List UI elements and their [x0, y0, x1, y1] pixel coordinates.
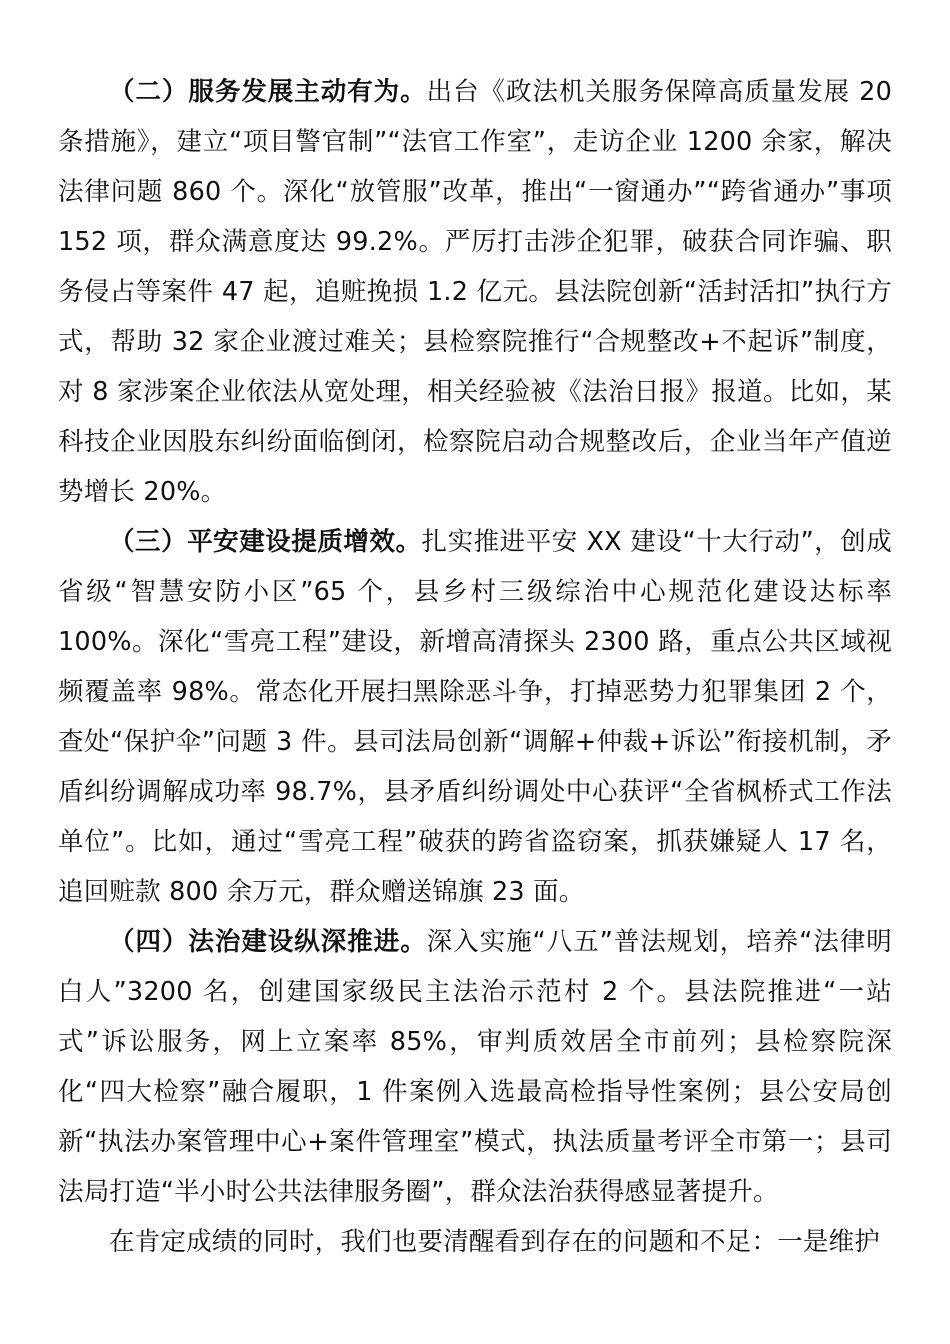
section-body-problems: 在肯定成绩的同时，我们也要清醒看到存在的问题和不足：一是维护	[109, 1227, 881, 1257]
section-heading-2: （二）服务发展主动有为。	[109, 77, 427, 107]
paragraph-rule-of-law	[58, 917, 892, 1217]
section-body-2: 出台《政法机关服务保障高质量发展 20 条措施》，建立“项目警官制”“法官工作室”，走访企业 1200 余家，解决法律问题 860 个。深化“放管服”改革，推出“一窗通办”“跨省通办”事项 152 项，群众满意度达 99.2%。严厉打击涉企犯罪，破获合同诈骗、职务侵占等案件 47 起，追赃挽损 1.2 亿元。县法院创新“活封活扣”执行方式，帮助 32 家企业渡过难关；县检察院推行“合规整改+不起诉”制度，对 8 家涉案企业依法从宽处理，相关经验被《法治日报》报道。比如，某科技企业因股东纠纷面临倒闭，检察院启动合规整改后，企业当年产值逆势增长 20%。	[58, 77, 892, 507]
paragraph-safety-construction	[58, 517, 892, 917]
paragraph-problems	[58, 1217, 892, 1267]
paragraph-service-development	[58, 67, 892, 517]
section-body-4: 深入实施“八五”普法规划，培养“法律明白人”3200 名，创建国家级民主法治示范村 2 个。县法院推进“一站式”诉讼服务，网上立案率 85%，审判质效居全市前列；县检察院深化“四大检察”融合履职，1 件案例入选最高检指导性案例；县公安局创新“执法办案管理中心+案件管理室”模式，执法质量考评全市第一；县司法局打造“半小时公共法律服务圈”，群众法治获得感显著提升。	[58, 927, 892, 1207]
section-body-3: 扎实推进平安 XX 建设“十大行动”，创成省级“智慧安防小区”65 个，县乡村三级综治中心规范化建设达标率 100%。深化“雪亮工程”建设，新增高清探头 2300 路，重点公共区域视频覆盖率 98%。常态化开展扫黑除恶斗争，打掉恶势力犯罪集团 2 个，查处“保护伞”问题 3 件。县司法局创新“调解+仲裁+诉讼”衔接机制，矛盾纠纷调解成功率 98.7%，县矛盾纠纷调处中心获评“全省枫桥式工作法单位”。比如，通过“雪亮工程”破获的跨省盗窃案，抓获嫌疑人 17 名，追回赃款 800 余万元，群众赠送锦旗 23 面。	[58, 527, 892, 907]
document-page	[58, 67, 892, 1267]
section-heading-3: （三）平安建设提质增效。	[109, 527, 422, 557]
section-heading-4: （四）法治建设纵深推进。	[109, 927, 427, 957]
